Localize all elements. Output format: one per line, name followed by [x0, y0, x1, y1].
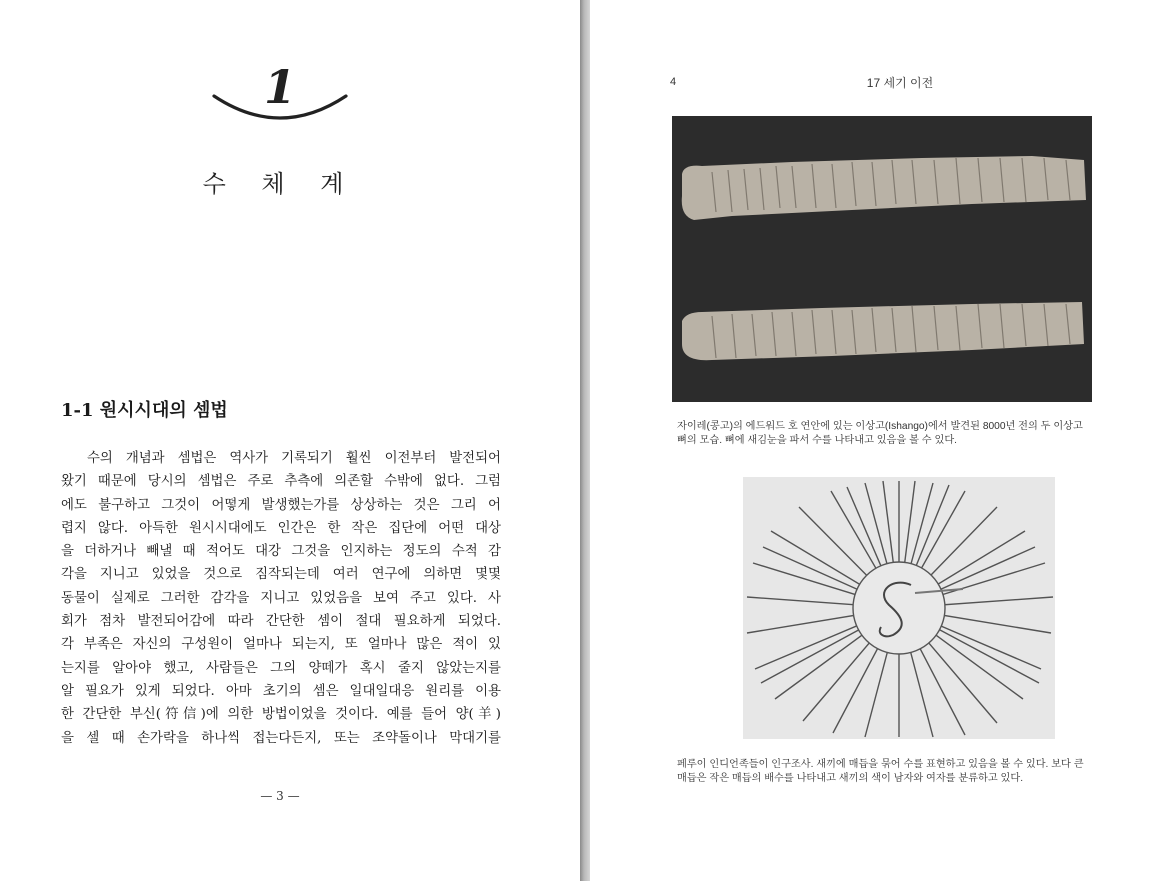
body-line: 렵지 않다. 아득한 원시시대에도 인간은 한 작은 집단에 어떤 대상 — [61, 520, 501, 536]
running-title: 17 세기 이전 — [866, 76, 934, 90]
ishango-bones-photo — [672, 116, 1092, 402]
body-line: 왔기 때문에 당시의 셈법은 주로 추측에 의존할 수밖에 없다. 그럼 — [61, 474, 501, 490]
body-line: 수의 개념과 셈법은 역사가 기록되기 훨씬 이전부터 발전되어 — [87, 451, 501, 466]
figure-caption: 페루이 인디언족들이 인구조사. 새끼에 매듭을 묶어 수를 표현하고 있음을 볼 수 있다. 보다 큰 매듭은 작은 매듭의 배수를 나타내고 새끼의 색이 남자와 여자를 분류하고 있다. — [677, 759, 1084, 784]
body-line: 한 간단한 부신(符信)에 의한 방법이었을 것이다. 예를 들어 양(羊) — [61, 707, 501, 723]
chapter-number: 1 — [263, 60, 296, 114]
body-line: 에도 불구하고 그것이 어떻게 발생했는가를 상상하는 것은 그리 어 — [61, 497, 501, 513]
book-gutter — [580, 0, 590, 881]
body-line: 는지를 알아야 했고, 사람들은 그의 양떼가 혹시 줄지 않았는지를 — [61, 660, 501, 676]
body-line: 을 셀 때 손가락을 하나씩 접는다든지, 또는 조약돌이나 막대기를 — [61, 730, 501, 746]
body-line: 각을 지니고 있었을 것으로 짐작되는데 여러 연구에 의하면 몇몇 — [61, 567, 501, 583]
section-heading: 1-1 원시시대의 셈법 — [61, 400, 228, 421]
chapter-title: 수 체 계 — [202, 170, 358, 198]
chapter-arc-ornament — [212, 92, 348, 126]
body-line: 을 더하거나 빼낼 때 적어도 대강 그것을 인지하는 정도의 수적 감 — [61, 544, 501, 560]
body-line: 알 필요가 있게 되었다. 아마 초기의 셈은 일대일대응 원리를 이용 — [61, 683, 501, 699]
running-page-number: 4 — [670, 76, 677, 88]
figure-caption: 자이레(콩고)의 에드워드 호 연안에 있는 이상고(Ishango)에서 발견된 8000년 전의 두 이상고 뼈의 모습. 뼈에 새김눈을 파서 수를 나타내고 있음을 볼 수 있다. — [677, 421, 1083, 446]
right-page — [590, 0, 1169, 881]
body-line: 회가 점차 발전되어감에 따라 간단한 셈이 절대 필요하게 되었다. — [61, 614, 501, 630]
left-page — [0, 0, 580, 881]
page-number: — 3 — — [260, 789, 300, 803]
body-line: 각 부족은 자신의 구성원이 얼마나 되는지, 또 얼마나 많은 적이 있 — [61, 637, 501, 653]
body-text — [61, 447, 501, 750]
quipu-photo — [743, 477, 1055, 739]
body-line: 동물이 실제로 그러한 감각을 지니고 있었음을 보여 주고 있다. 사 — [61, 590, 501, 606]
